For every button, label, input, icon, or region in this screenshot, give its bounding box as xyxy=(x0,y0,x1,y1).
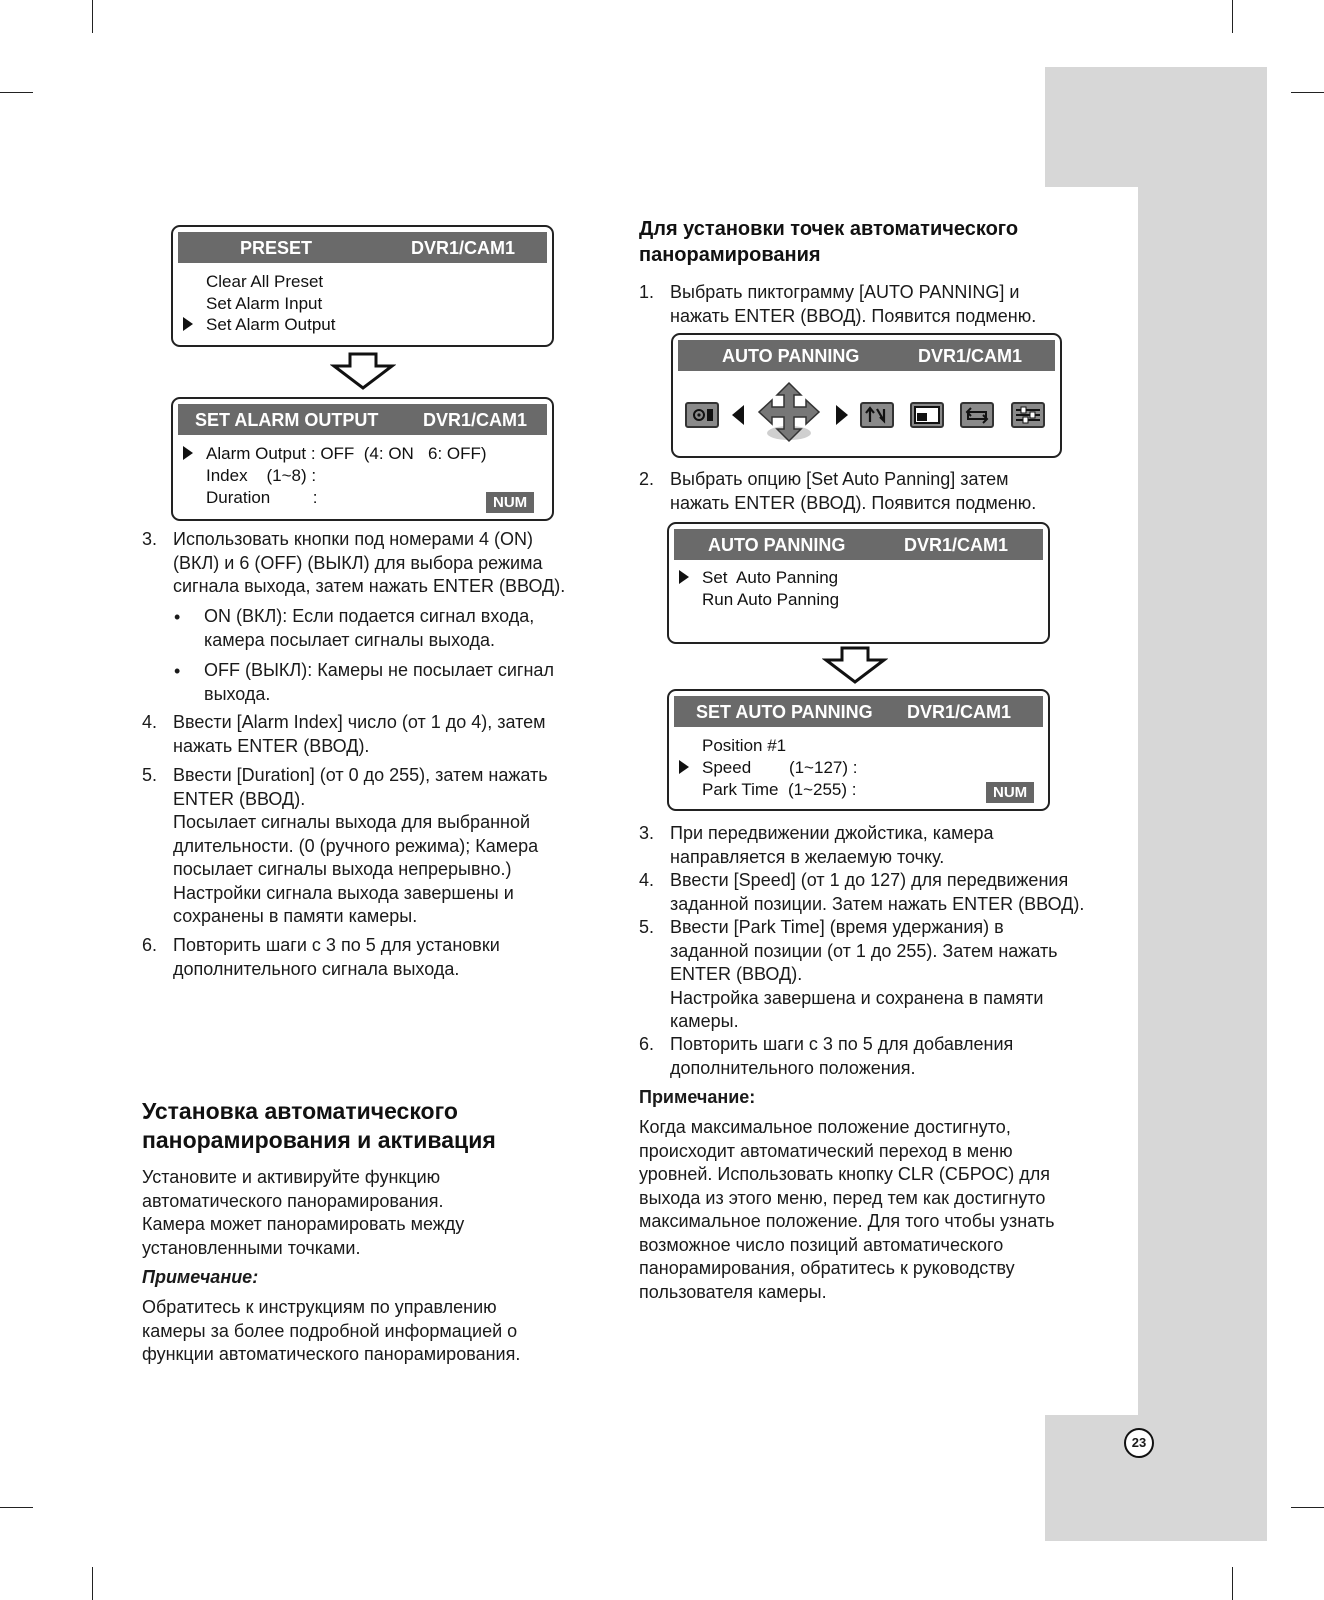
arrow-right-icon[interactable] xyxy=(835,404,849,426)
crop-mark xyxy=(92,1567,93,1600)
set-alarm-output-menu xyxy=(171,397,554,521)
step-text: Повторить шаги с 3 по 5 для добавления дополнительного положения. xyxy=(670,1034,1014,1078)
selection-pointer-icon xyxy=(679,570,689,584)
menu-header xyxy=(678,340,1055,371)
down-arrow-icon xyxy=(822,646,888,684)
selection-pointer-icon xyxy=(183,446,193,460)
num-badge: NUM xyxy=(486,492,534,513)
joystick-icon[interactable] xyxy=(757,381,821,443)
side-band xyxy=(1045,1415,1267,1541)
step-text: Повторить шаги с 3 по 5 для установки дополнительного сигнала выхода. xyxy=(173,935,500,979)
crop-mark xyxy=(1232,1567,1233,1600)
step-text: Ввести [Park Time] (время удержания) в заданной позиции (от 1 до 255). Затем нажать ENTER (ВВОД). Настройка завершена и сохранена в памяти камеры. xyxy=(670,917,1058,1031)
crop-mark xyxy=(0,1507,33,1508)
step-number: 6. xyxy=(639,1034,655,1054)
step-number: 3. xyxy=(639,823,655,843)
menu-item[interactable]: Run Auto Panning xyxy=(702,590,840,609)
section-intro: Установите и активируйте функцию автоматического панорамирования. Камера может панорамировать между установленными точками. xyxy=(142,1167,465,1258)
note-label: Примечание: xyxy=(639,1087,756,1107)
menu-title: AUTO PANNING xyxy=(708,535,846,555)
alarm-output-field[interactable]: Alarm Output : OFF (4: ON 6: OFF) xyxy=(206,444,487,463)
right-heading: Для установки точек автоматического панорамирования xyxy=(639,218,1019,266)
selection-pointer-icon xyxy=(679,760,689,774)
step-text: Выбрать пиктограмму [AUTO PANNING] и нажать ENTER (ВВОД). Появится подменю. xyxy=(670,282,1037,326)
set-auto-panning-menu xyxy=(667,689,1050,811)
menu-device: DVR1/CAM1 xyxy=(411,238,516,258)
step-number: 5. xyxy=(142,765,158,785)
bullet-text: OFF (ВЫКЛ): Камеры не посылает сигнал выхода. xyxy=(204,660,554,704)
menu-item-selected[interactable]: Set Alarm Output xyxy=(206,315,336,334)
bullet-dot: • xyxy=(174,607,181,627)
section-heading: Установка автоматического панорамирования и активация xyxy=(142,1098,496,1153)
note-label: Примечание: xyxy=(142,1267,259,1287)
park-time-field[interactable]: Park Time (1~255) : xyxy=(702,780,857,799)
step-text: Ввести [Alarm Index] число (от 1 до 4), затем нажать ENTER (ВВОД). xyxy=(173,712,546,756)
step-text: Ввести [Duration] (от 0 до 255), затем нажать ENTER (ВВОД). Посылает сигналы выхода для выбранной длительности. (0 (ручного режима); Камера посылает сигналы выхода непрерывно.) Настройки сигнала выхода завершены и сохранены в памяти камеры. xyxy=(173,765,548,926)
position-field: Position #1 xyxy=(702,736,787,755)
crop-mark xyxy=(1291,92,1324,93)
speed-field[interactable]: Speed (1~127) : xyxy=(702,758,858,777)
sliders-icon[interactable] xyxy=(1011,402,1045,428)
step-text: Использовать кнопки под номерами 4 (ON) (ВКЛ) и 6 (OFF) (ВЫКЛ) для выбора режима сигнала выхода, затем нажать ENTER (ВВОД). xyxy=(173,529,566,596)
step-number: 5. xyxy=(639,917,655,937)
menu-header xyxy=(674,696,1043,727)
menu-title: PRESET xyxy=(240,238,313,258)
step-text: Ввести [Speed] (от 1 до 127) для передвижения заданной позиции. Затем нажать ENTER (ВВОД). xyxy=(670,870,1085,914)
crop-mark xyxy=(92,0,93,33)
side-band xyxy=(1138,187,1267,1415)
selection-pointer-icon xyxy=(183,317,193,331)
settings-icon[interactable] xyxy=(685,402,719,428)
step-number: 1. xyxy=(639,282,655,302)
index-field[interactable]: Index (1~8) : xyxy=(206,466,317,485)
flip-icon[interactable] xyxy=(860,402,894,428)
menu-title: SET ALARM OUTPUT xyxy=(195,410,379,430)
menu-title: SET AUTO PANNING xyxy=(696,702,873,722)
crop-mark xyxy=(1291,1507,1324,1508)
menu-item[interactable]: Set Alarm Input xyxy=(206,294,323,313)
note-text: Обратитесь к инструкциям по управлению камеры за более подробной информацией о функции автоматического панорамирования. xyxy=(142,1297,521,1364)
menu-title: AUTO PANNING xyxy=(722,346,860,366)
step-text: При передвижении джойстика, камера направляется в желаемую точку. xyxy=(670,823,994,867)
menu-header xyxy=(178,404,547,435)
menu-item[interactable]: Clear All Preset xyxy=(206,272,324,291)
arrow-left-icon[interactable] xyxy=(731,404,745,426)
menu-header xyxy=(674,529,1043,560)
side-band xyxy=(1045,67,1267,187)
step-text: Выбрать опцию [Set Auto Panning] затем нажать ENTER (ВВОД). Появится подменю. xyxy=(670,469,1037,513)
menu-device: DVR1/CAM1 xyxy=(918,346,1023,366)
loop-icon[interactable] xyxy=(960,402,994,428)
step-number: 2. xyxy=(639,469,655,489)
step-number: 4. xyxy=(142,712,158,732)
down-arrow-icon xyxy=(330,352,396,390)
preset-menu xyxy=(171,225,554,347)
auto-panning-menu xyxy=(667,522,1050,644)
menu-header xyxy=(178,232,547,263)
menu-device: DVR1/CAM1 xyxy=(423,410,528,430)
num-badge: NUM xyxy=(986,782,1034,803)
pip-icon[interactable] xyxy=(910,402,944,428)
note-text: Когда максимальное положение достигнуто, происходит автоматический переход в меню уровней. Использовать кнопку CLR (СБРОС) для выхода из этого меню, перед тем как достигнуто максимальное положение. Для того чтобы узнать возможное число позиций автоматического панорамирования, обратитесь к руководству пользователя камеры. xyxy=(639,1117,1055,1302)
step-number: 6. xyxy=(142,935,158,955)
step-number: 3. xyxy=(142,529,158,549)
menu-device: DVR1/CAM1 xyxy=(904,535,1009,555)
crop-mark xyxy=(0,92,33,93)
duration-field[interactable]: Duration : xyxy=(206,488,318,507)
crop-mark xyxy=(1232,0,1233,33)
page-number: 23 xyxy=(1124,1428,1154,1458)
step-number: 4. xyxy=(639,870,655,890)
auto-panning-icon-menu xyxy=(671,333,1062,458)
menu-device: DVR1/CAM1 xyxy=(907,702,1012,722)
bullet-text: ON (ВКЛ): Если подается сигнал входа, камера посылает сигналы выхода. xyxy=(204,606,535,650)
menu-item-selected[interactable]: Set Auto Panning xyxy=(702,568,839,587)
bullet-dot: • xyxy=(174,661,181,681)
